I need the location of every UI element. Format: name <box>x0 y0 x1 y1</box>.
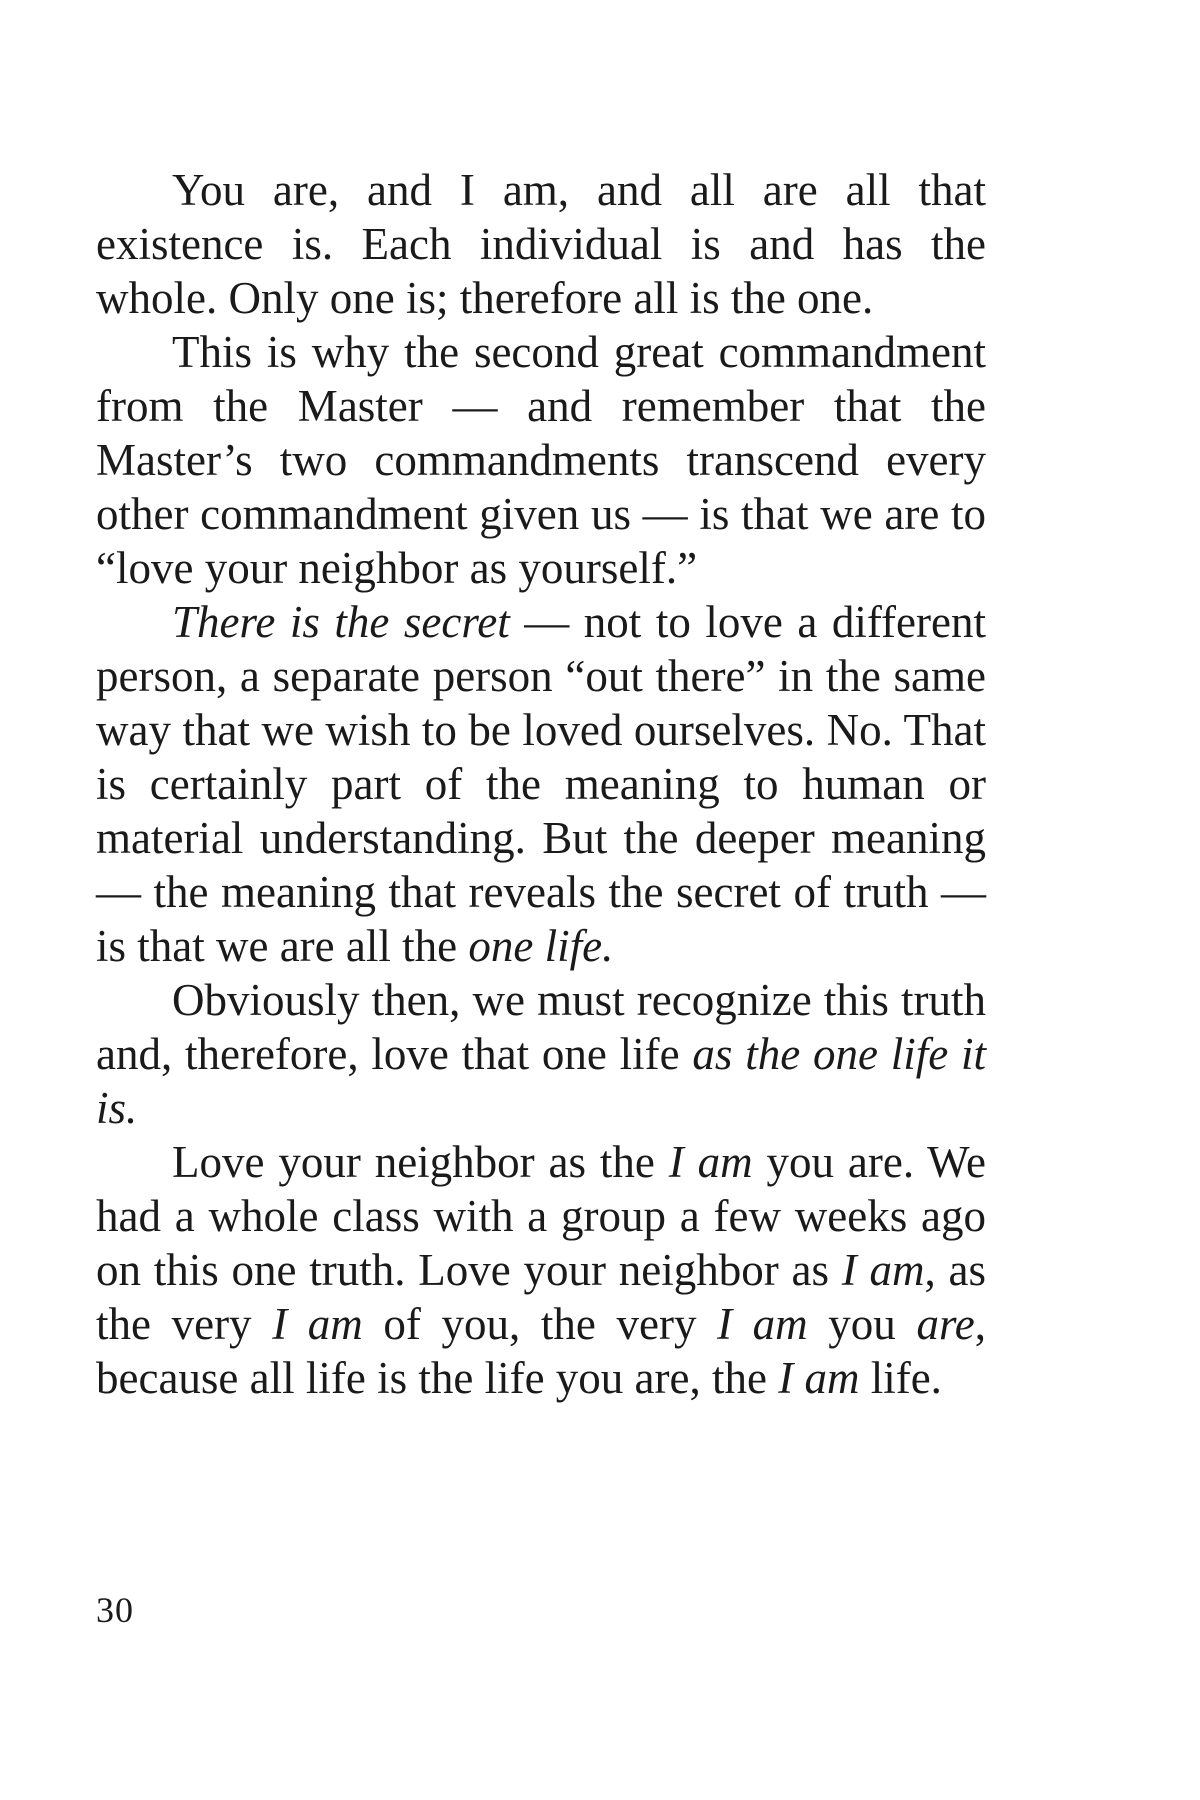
italic-text: one life. <box>468 921 614 971</box>
italic-text: I am <box>668 1137 753 1187</box>
body-text <box>96 163 986 1405</box>
text-run: of you, the very <box>362 1299 718 1349</box>
text-run: you <box>807 1299 917 1349</box>
paragraph <box>96 163 986 325</box>
italic-text: I am <box>778 1353 860 1403</box>
italic-text: I am <box>841 1245 925 1295</box>
text-run: Obviously then, we must recognize this truth and, therefore, love that one life <box>96 975 986 1079</box>
text-run: life. <box>859 1353 942 1403</box>
paragraph <box>96 595 986 973</box>
text-run: , as the very <box>96 1245 986 1349</box>
italic-text: are <box>916 1299 975 1349</box>
paragraph <box>96 973 986 1135</box>
text-run: You are, and I am, and all are all that existence is. Each individual is and has the whole. Only one is; therefore all is the one. <box>96 165 986 323</box>
text-run: , because all life is the life you are, the <box>96 1299 987 1403</box>
text-run: This is why the second great commandment from the Master — and remember that the Master’s two commandments transcend every other commandment given us — is that we are to “love your neighbor as yourself.” <box>96 327 986 593</box>
paragraph <box>96 1135 986 1405</box>
text-run: you are. We had a whole class with a group a few weeks ago on this one truth. Love your neighbor as <box>96 1137 987 1295</box>
paragraph <box>96 325 986 595</box>
italic-text: I am <box>272 1299 363 1349</box>
italic-text: I am <box>717 1299 808 1349</box>
text-run: Love your neighbor as the <box>172 1137 669 1187</box>
italic-text: as the one life it is. <box>96 1029 986 1133</box>
text-run: — not to love a different person, a separate person “out there” in the same way that we wish to be loved ourselves. No. That is certainly part of the meaning to human or material understanding. But the deeper meaning — the meaning that reveals the secret of truth — is that we are all the <box>96 597 986 971</box>
italic-text: There is the secret <box>172 597 510 647</box>
page-number: 30 <box>96 1590 134 1630</box>
